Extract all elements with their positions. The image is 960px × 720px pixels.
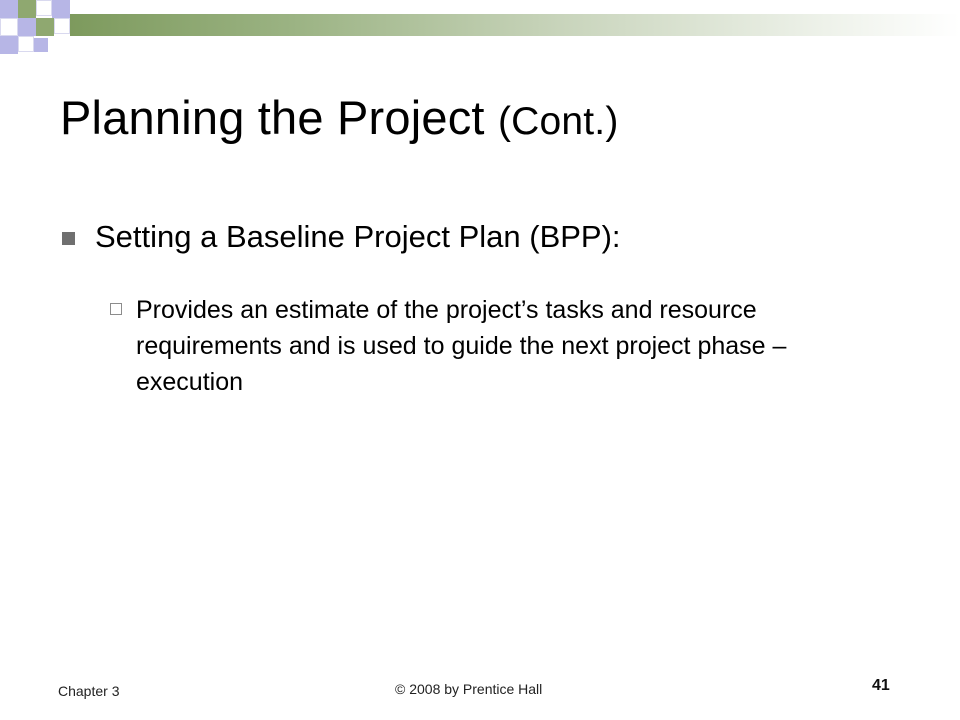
decorative-square	[52, 0, 70, 18]
slide-title-main: Planning the Project	[60, 91, 485, 144]
decorative-square	[18, 36, 34, 52]
decorative-square	[18, 0, 36, 18]
header-gradient-bar	[70, 14, 960, 36]
decorative-header-band	[0, 0, 960, 64]
footer-copyright: © 2008 by Prentice Hall	[395, 681, 543, 697]
page-number: 41	[872, 677, 890, 694]
slide-title-suffix: (Cont.)	[497, 100, 619, 143]
decorative-square	[36, 0, 52, 16]
hollow-square-bullet-icon	[110, 303, 122, 315]
decorative-square	[0, 0, 18, 18]
slide-title	[60, 90, 619, 146]
decorative-square	[0, 36, 18, 54]
decorative-square	[36, 18, 54, 36]
footer-chapter: Chapter 3	[58, 683, 120, 699]
bullet-item	[62, 218, 621, 257]
sub-bullet-item	[110, 292, 896, 400]
bullet-text: Setting a Baseline Project Plan (BPP):	[95, 219, 621, 254]
decorative-square	[0, 18, 18, 36]
decorative-square	[54, 18, 70, 34]
decorative-square	[34, 38, 48, 52]
sub-bullet-text: Provides an estimate of the project’s tasks and resource requirements and is used to guide the next project phase – execution	[136, 296, 787, 396]
filled-square-bullet-icon	[62, 232, 75, 245]
decorative-square	[18, 18, 36, 36]
